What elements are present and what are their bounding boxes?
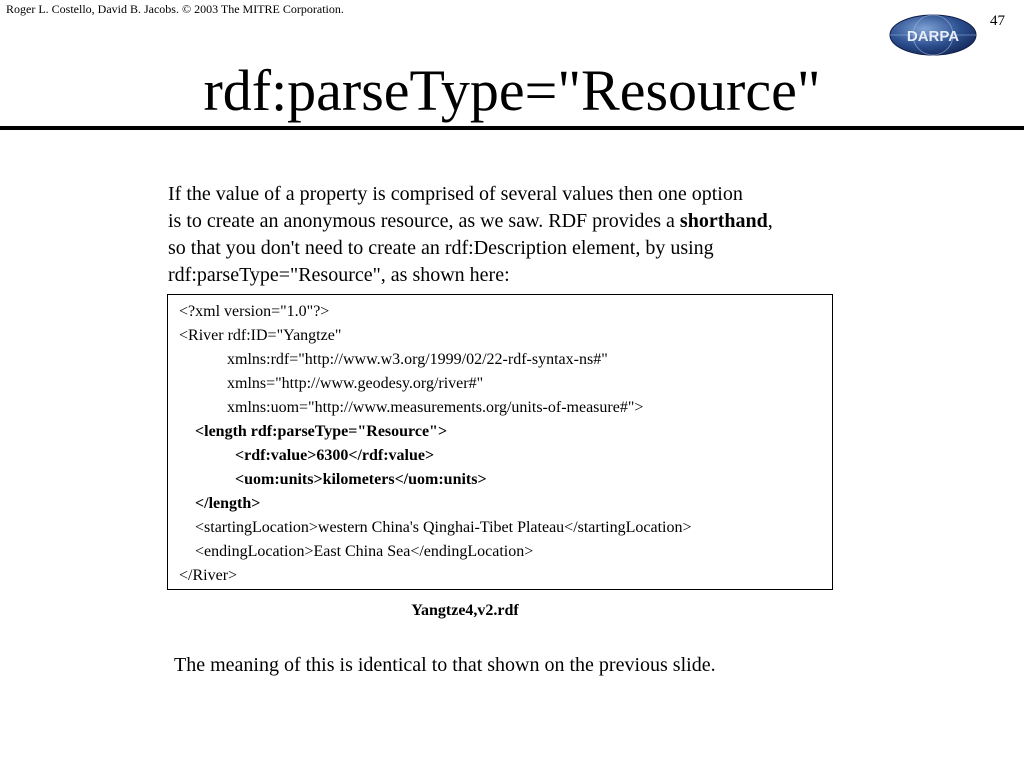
code-listing [167, 294, 833, 590]
file-caption: Yangtze4,v2.rdf [411, 602, 519, 619]
code-line: <River rdf:ID="Yangtze" [179, 327, 342, 344]
code-line-highlighted: </length> [179, 495, 261, 512]
darpa-logo-icon [889, 14, 977, 56]
intro-text: , [767, 210, 773, 232]
code-line: </River> [179, 567, 238, 584]
intro-line [168, 208, 888, 235]
footer-note: The meaning of this is identical to that shown on the previous slide. [174, 654, 716, 676]
logo-text: DARPA [906, 28, 960, 45]
code-line: <?xml version="1.0"?> [179, 303, 330, 320]
copyright-notice: Roger L. Costello, David B. Jacobs. © 2003 The MITRE Corporation. [6, 2, 344, 16]
code-line: xmlns:uom="http://www.measurements.org/units-of-measure#"> [179, 399, 644, 416]
code-line: <endingLocation>East China Sea</endingLocation> [179, 543, 534, 560]
intro-text: is to create an anonymous resource, as we saw. RDF provides a [168, 210, 680, 232]
intro-line: If the value of a property is comprised of several values then one option [168, 183, 743, 205]
code-line-highlighted: <length rdf:parseType="Resource"> [179, 423, 448, 440]
code-line-highlighted: <rdf:value>6300</rdf:value> [179, 447, 435, 464]
intro-line: so that you don't need to create an rdf:Description element, by using [168, 237, 714, 259]
slide-title: rdf:parseType="Resource" [203, 58, 821, 123]
page-number: 47 [990, 13, 1005, 29]
shorthand-emphasis: shorthand [679, 210, 768, 232]
intro-paragraph [168, 181, 888, 289]
title-divider [0, 126, 1024, 130]
code-line: <startingLocation>western China's Qinghai-Tibet Plateau</startingLocation> [179, 519, 692, 536]
code-line: xmlns="http://www.geodesy.org/river#" [179, 375, 484, 392]
intro-line: rdf:parseType="Resource", as shown here: [168, 264, 510, 286]
code-line: xmlns:rdf="http://www.w3.org/1999/02/22-rdf-syntax-ns#" [179, 351, 608, 368]
code-line-highlighted: <uom:units>kilometers</uom:units> [179, 471, 487, 488]
